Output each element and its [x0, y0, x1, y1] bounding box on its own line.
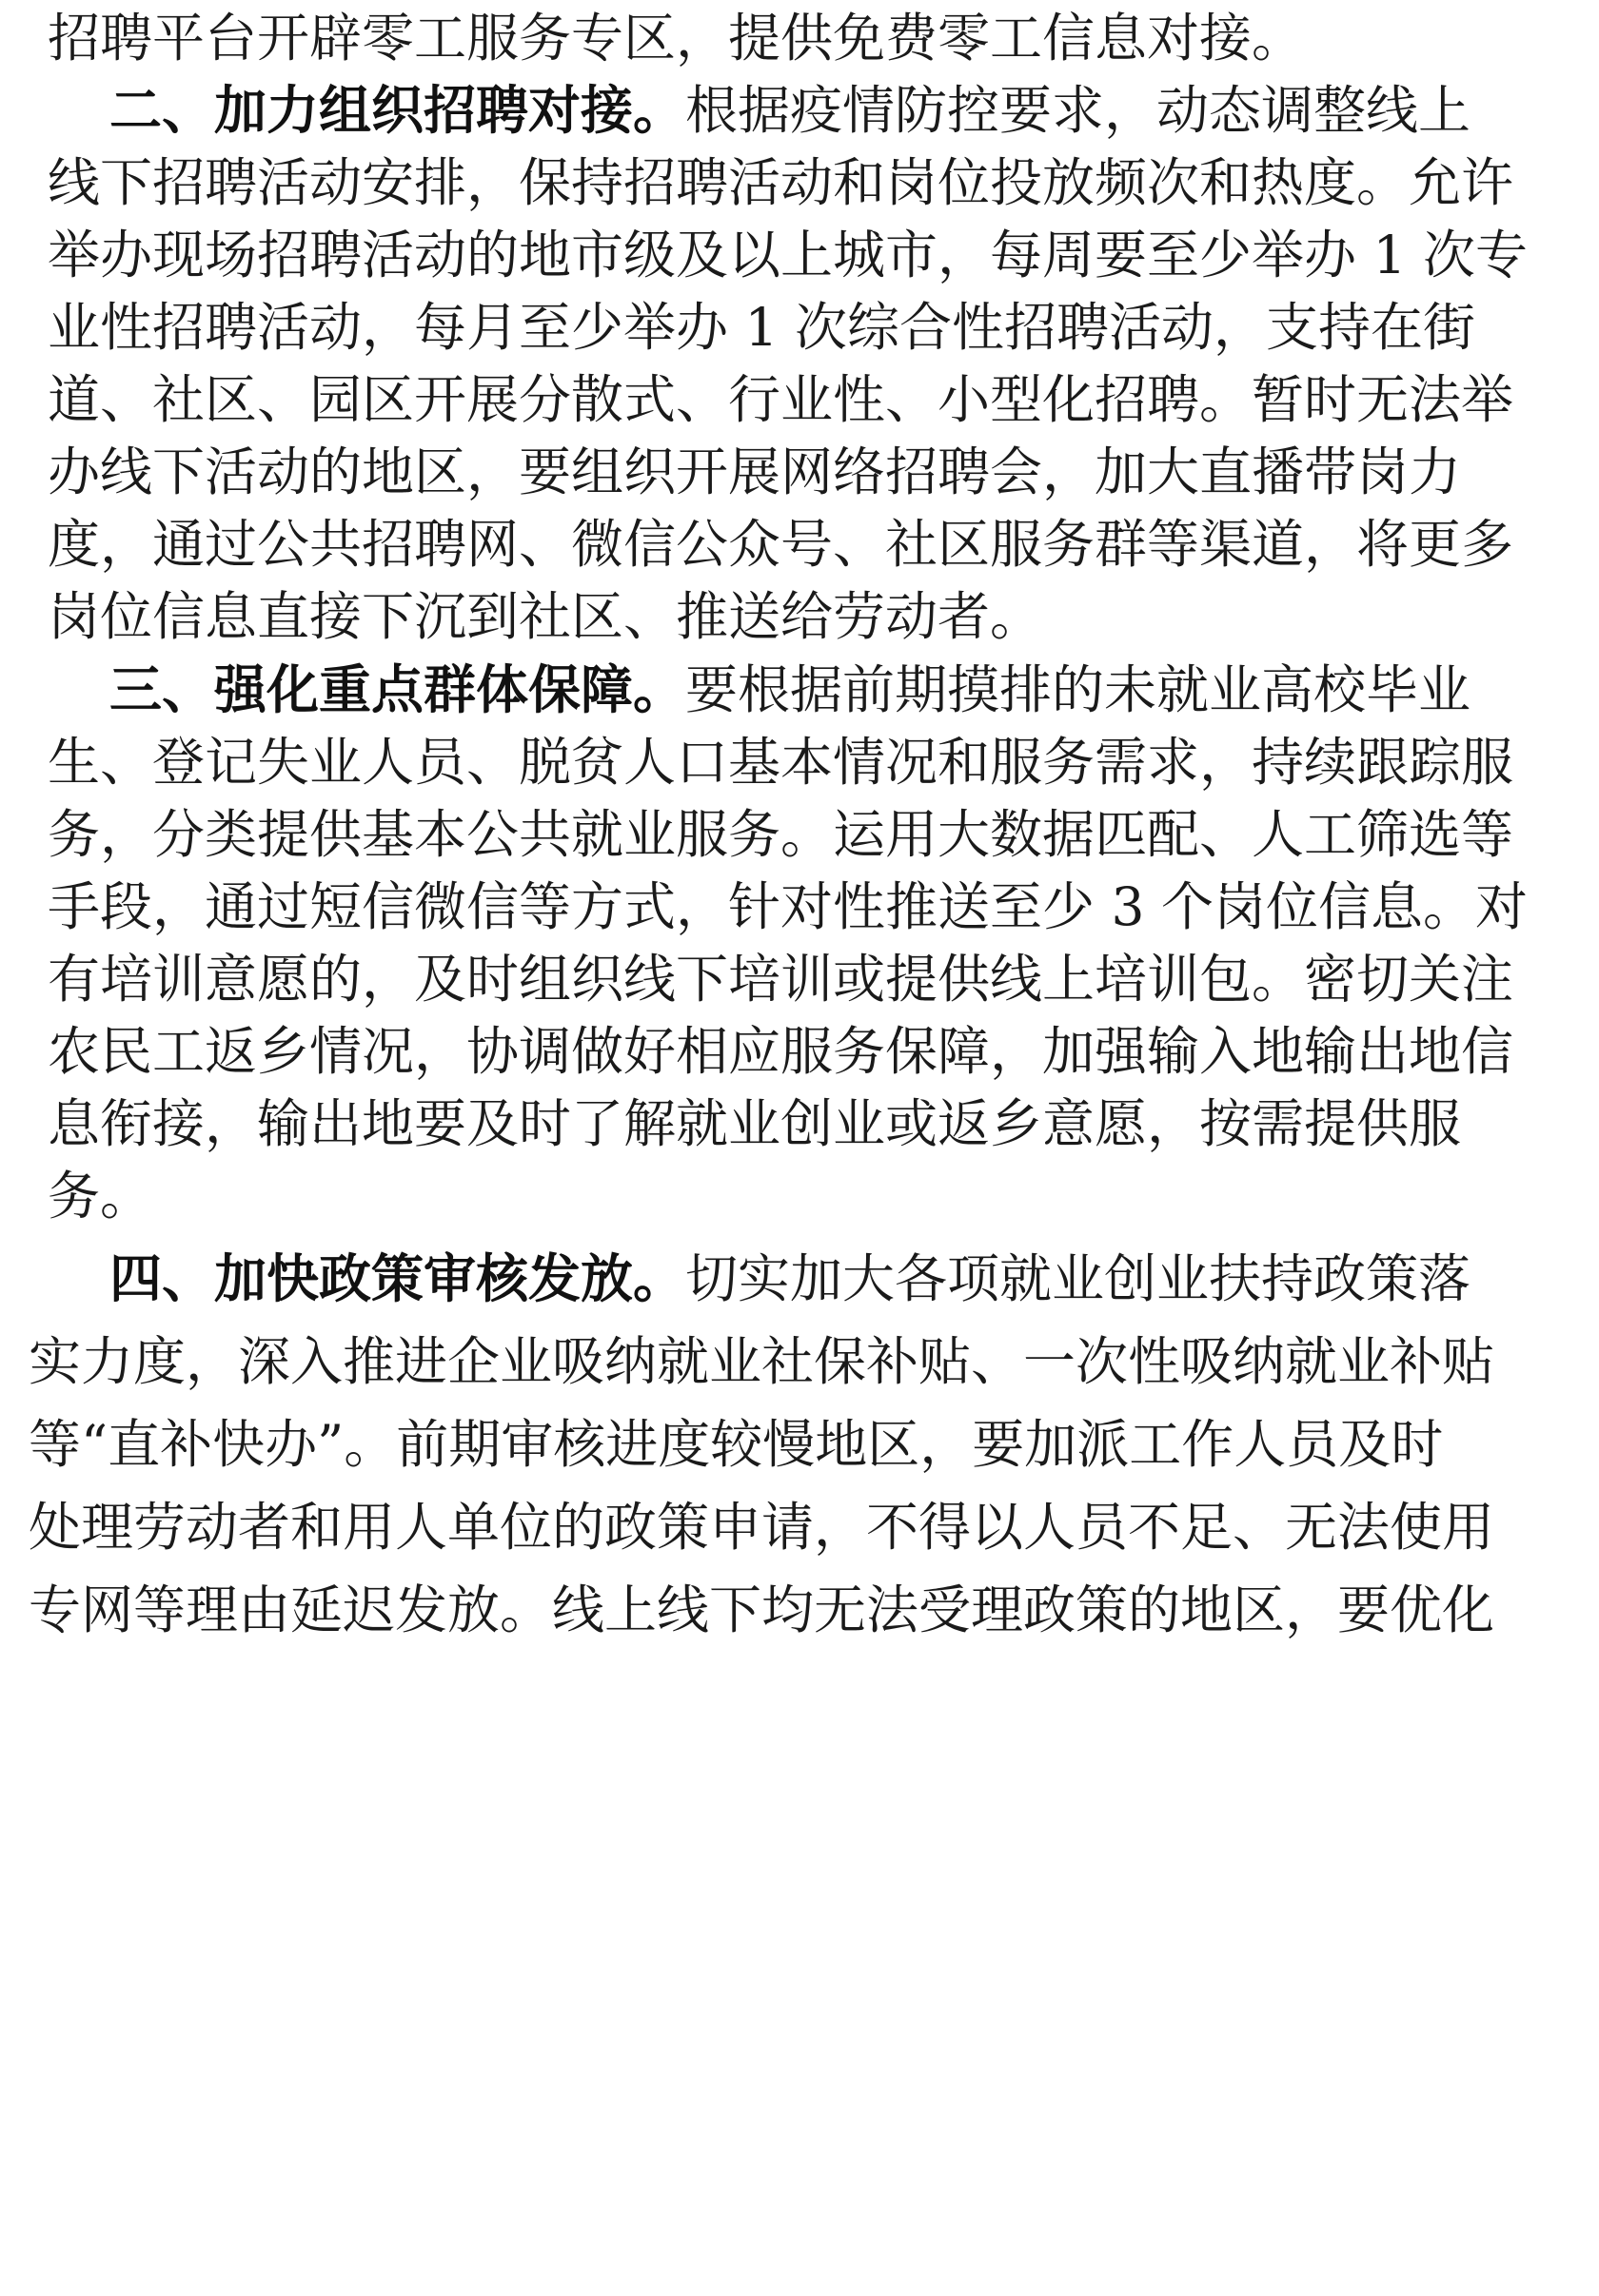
- line-text: 专网等理由延迟发放。线上线下均无法受理政策的地区，要优化: [29, 1580, 1495, 1640]
- section-heading: 三、强化重点群体保障。: [109, 659, 686, 720]
- line-text: 息衔接，输出地要及时了解就业创业或返乡意愿，按需提供服: [48, 1093, 1462, 1154]
- section-heading: 四、加快政策审核发放。: [109, 1248, 686, 1309]
- line-text: 切实加大各项就业创业扶持政策落: [685, 1248, 1471, 1309]
- line-text: 等“直补快办”。前期审核进度较慢地区，要加派工作人员及时: [29, 1414, 1444, 1475]
- line-text: 道、社区、园区开展分散式、行业性、小型化招聘。暂时无法举: [48, 369, 1514, 430]
- section-heading: 二、加力组织招聘对接。: [109, 80, 686, 141]
- line-text: 度，通过公共招聘网、微信公众号、社区服务群等渠道，将更多: [48, 514, 1514, 575]
- line-text: 农民工返乡情况，协调做好相应服务保障，加强输入地输出地信: [48, 1021, 1514, 1082]
- line-text: 举办现场招聘活动的地市级及以上城市，每周要至少举办 1 次专: [48, 225, 1528, 285]
- text-line: [48, 1148, 333, 1244]
- line-text: 岗位信息直接下沉到社区、推送给劳动者。: [48, 586, 1043, 647]
- line-text: 生、登记失业人员、脱贫人口基本情况和服务需求，持续跟踪服: [48, 732, 1514, 793]
- line-text: 线下招聘活动安排，保持招聘活动和岗位投放频次和热度。允许: [48, 152, 1514, 213]
- line-text: 务。: [48, 1166, 153, 1226]
- line-text: 要根据前期摸排的未就业高校毕业: [685, 659, 1471, 720]
- line-text: 手段，通过短信微信等方式，针对性推送至少 3 个岗位信息。对: [48, 876, 1528, 937]
- line-text: 处理劳动者和用人单位的政策申请，不得以人员不足、无法使用: [29, 1497, 1495, 1558]
- line-text: 业性招聘活动，每月至少举办 1 次综合性招聘活动，支持在街: [48, 297, 1475, 358]
- line-text: 招聘平台开辟零工服务专区，提供免费零工信息对接。: [48, 8, 1305, 69]
- line-text: 办线下活动的地区，要组织开展网络招聘会，加大直播带岗力: [48, 442, 1462, 502]
- text-line: [29, 1562, 1589, 1658]
- section-heading-line: [109, 1231, 1589, 1326]
- text-line: [29, 1480, 1589, 1575]
- text-line: [29, 1314, 1589, 1409]
- line-text: 有培训意愿的，及时组织线下培训或提供线上培训包。密切关注: [48, 949, 1514, 1010]
- line-text: 根据疫情防控要求，动态调整线上: [685, 80, 1471, 141]
- line-text: 实力度，深入推进企业吸纳就业社保补贴、一次性吸纳就业补贴: [29, 1331, 1495, 1392]
- line-text: 务，分类提供基本公共就业服务。运用大数据匹配、人工筛选等: [48, 804, 1514, 865]
- text-line: [29, 1397, 1589, 1492]
